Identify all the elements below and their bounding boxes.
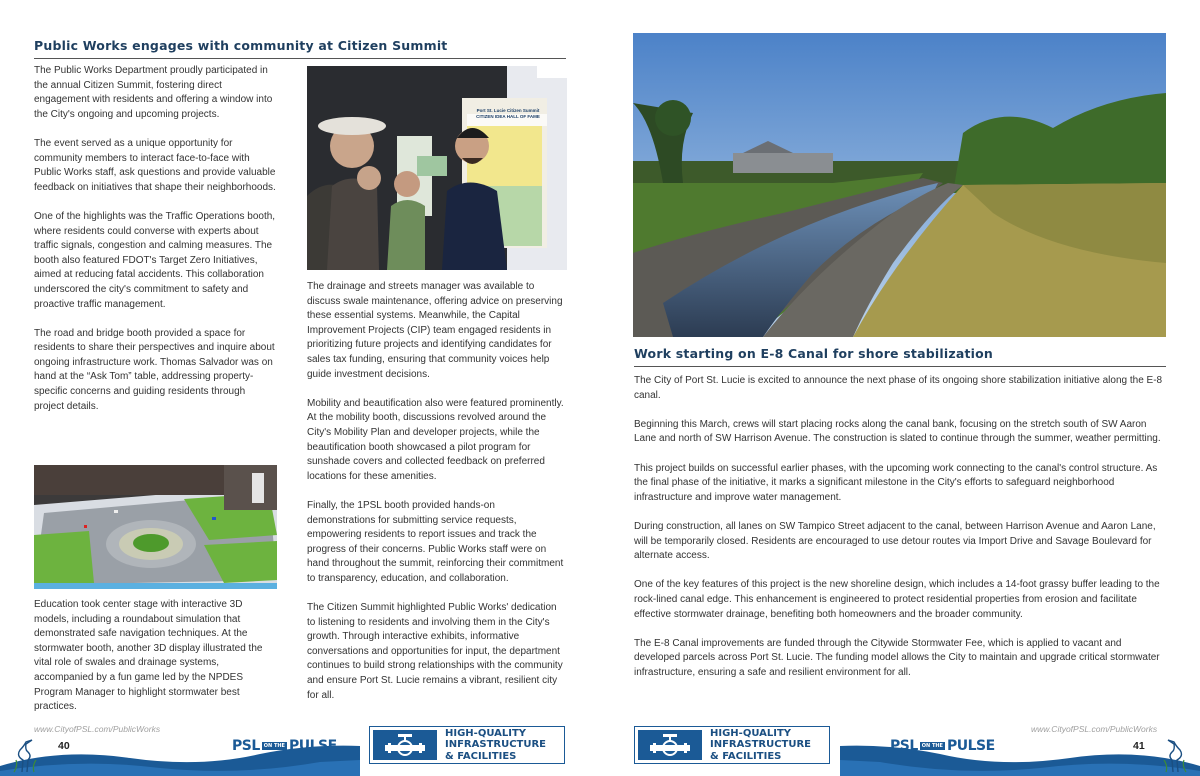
paragraph: The Public Works Department proudly participated in the annual Citizen Summit, fostering direct engagement with residents and offering a window into the City's ongoing and upcoming projects. — [34, 65, 273, 120]
paragraph: The E-8 Canal improvements are funded through the Citywide Stormwater Fee, which is applied to vacant and developed parcels across Port St. Lucie. The funding model allows the City to maintain and upgrade critical stormwater infrastructure, ensuring a safe and resilient environment for all. — [634, 637, 1160, 678]
summit-booth-photo — [307, 66, 567, 270]
paragraph: The City of Port St. Lucie is excited to announce the next phase of its ongoing shore stabilization initiative along the E-8 canal. — [634, 375, 1163, 401]
banner-line: INFRASTRUCTURE — [710, 739, 812, 751]
left-column-1 — [34, 64, 276, 414]
paragraph: One of the key features of this project is the new shoreline design, which includes a 14-foot grassy buffer leading to the rock-lined canal edge. This enhancement is engineered to protect residential properties from erosion and facilitate effective stormwater drainage, benefiting both homeowners and the broader community. — [634, 579, 1160, 620]
paragraph: The event served as a unique opportunity for community members to interact face-to-face with Public Works staff, ask questions and provide valuable feedback on initiatives that shape their neighborhoods. — [34, 137, 276, 193]
right-column — [634, 374, 1168, 680]
logo-psl: PSL — [890, 738, 918, 754]
left-column-1-bottom — [34, 598, 276, 715]
title-rule — [34, 58, 566, 59]
heron-icon — [10, 738, 40, 774]
right-page-title: Work starting on E-8 Canal for shore stabilization — [634, 346, 993, 361]
paragraph: The road and bridge booth provided a space for residents to share their perspectives and inquire about ongoing infrastructure work. Thomas Salvador was on hand at the “Ask Tom” table, addressing property-specific concerns and guiding residents through project details. — [34, 327, 275, 412]
paragraph: Beginning this March, crews will start placing rocks along the canal bank, focusing on the stretch south of SW Aaron Lane and north of SW Harrison Avenue. The construction is slated to continue through the summer, weather permitting. — [634, 418, 1161, 445]
paragraph: During construction, all lanes on SW Tampico Street adjacent to the canal, between Harrison Avenue and Aaron Lane, will be temporarily closed. Residents are encouraged to use detour routes via Import Drive and Savage Boulevard for alternate access. — [634, 520, 1156, 562]
heron-icon — [1160, 738, 1190, 774]
booth-sign-line: Port St. Lucie Citizen Summit — [476, 108, 540, 113]
psl-pulse-logo — [232, 738, 337, 754]
left-footer-url[interactable]: www.CityofPSL.com/PublicWorks — [34, 724, 161, 734]
paragraph: The Citizen Summit highlighted Public Works' dedication to listening to residents and involving them in the City's growth. Through interactive exhibits, informative conversations and opportunities for input, the department continues to build strong relationships with the community and ensure Port St. Lucie remains a vibrant, resilient city for all. — [307, 602, 563, 701]
banner-line: & FACILITIES — [710, 750, 782, 762]
valve-icon — [638, 730, 702, 760]
left-page-title: Public Works engages with community at Citizen Summit — [34, 38, 448, 53]
e8-canal-photo — [633, 33, 1166, 337]
logo-on-the: ON THE — [263, 743, 285, 749]
logo-pulse: PULSE — [288, 738, 337, 754]
paragraph: The drainage and streets manager was available to discuss swale maintenance, offering advice on preserving these essential systems. Meanwhile, the Capital Improvement Projects (CIP) team engaged residents in prioritizing future projects and identifying candidates for sales tax funding, ensuring that community voices help guide investment decisions. — [307, 281, 563, 380]
banner-text — [702, 728, 811, 763]
right-footer-url[interactable]: www.CityofPSL.com/PublicWorks — [1031, 724, 1158, 734]
roundabout-model-photo — [34, 465, 277, 589]
logo-on-the: ON THE — [921, 743, 943, 749]
banner-line: INFRASTRUCTURE — [445, 739, 547, 751]
booth-sign — [469, 108, 547, 120]
right-page-number: 41 — [1133, 740, 1145, 752]
paragraph: Mobility and beautification also were featured prominently. At the mobility booth, discussions revolved around the City's Mobility Plan and developer projects, while the beautification booth showcased a pilot program for sunshade covers and collected feedback on preferred locations for these amenities. — [307, 397, 564, 482]
logo-psl: PSL — [232, 738, 260, 754]
banner-line: & FACILITIES — [445, 750, 517, 762]
paragraph: Finally, the 1PSL booth provided hands-on demonstrations for submitting service requests, empowering residents to report issues and track the progress of their concerns. Public Works staff were on hand throughout the summit, reinforcing their commitment to transparency, education, and collaboration. — [307, 499, 564, 584]
left-page-number: 40 — [58, 740, 70, 752]
paragraph: This project builds on successful earlier phases, with the upcoming work connecting to the canal's control structure. As the final phase of the initiative, it marks a significant milestone in the City's efforts to safeguard neighborhood infrastructure and improve water management. — [634, 462, 1158, 503]
title-rule — [634, 366, 1166, 367]
booth-sign-line: CITIZEN IDEA HALL OF FAME — [476, 114, 540, 119]
banner-line: HIGH-QUALITY — [710, 727, 792, 739]
banner-text — [437, 728, 546, 763]
infrastructure-banner — [634, 726, 830, 764]
logo-pulse: PULSE — [946, 738, 995, 754]
banner-line: HIGH-QUALITY — [445, 727, 527, 739]
paragraph: One of the highlights was the Traffic Operations booth, where residents could converse with experts about traffic signals, congestion and calming measures. The booth also featured FDOT's Target Zero Initiatives, aimed at reducing fatal accidents. This collaboration underscored the city's commitment to safety and proactive traffic management. — [34, 210, 276, 310]
left-column-2 — [307, 280, 565, 703]
infrastructure-banner — [369, 726, 565, 764]
psl-pulse-logo — [890, 738, 995, 754]
valve-icon — [373, 730, 437, 760]
paragraph: Education took center stage with interactive 3D models, including a roundabout simulation that demonstrated safe navigation techniques. At the stormwater booth, another 3D display illustrated the vital role of swales and drainage systems, accompanied by a fun game led by the NPDES Program Manager to highlight stormwater best practices. — [34, 599, 263, 713]
